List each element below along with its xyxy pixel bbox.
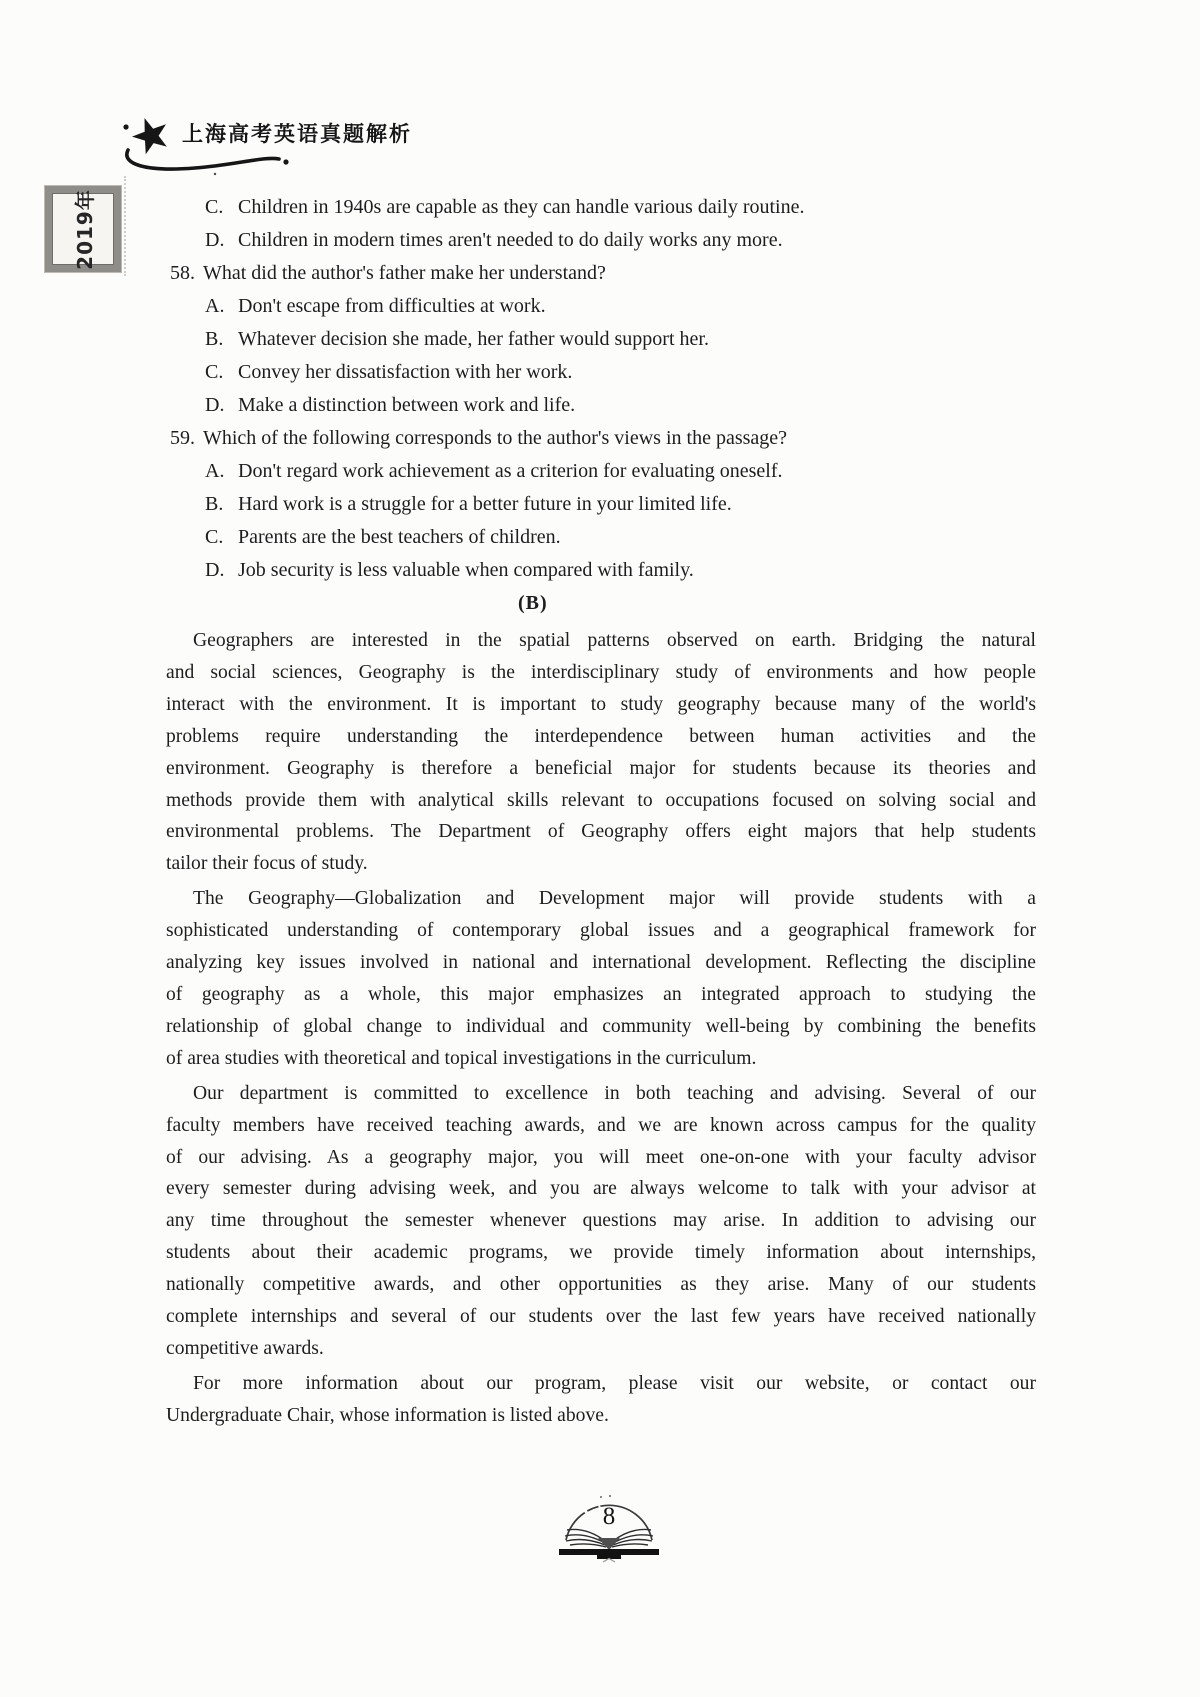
option-text: Children in modern times aren't needed to do daily works any more. [238, 229, 783, 251]
question-list [166, 257, 1036, 587]
paragraph-lines [166, 1368, 1036, 1432]
passage-line: Geographers are interested in the spatial patterns observed on earth. Bridging the natural [193, 630, 1036, 651]
option-letter: D. [205, 229, 225, 251]
answer-option [166, 554, 1036, 587]
passage-line: sophisticated understanding of contemporary global issues and a geographical framework for [166, 920, 1036, 942]
answer-option [166, 290, 1036, 323]
page-number: 8 [602, 1503, 616, 1530]
passage-line: environment. Geography is therefore a beneficial major for students because its theories and [166, 757, 1036, 779]
option-text: Hard work is a struggle for a better future in your limited life. [238, 493, 732, 515]
passage-line: of area studies with theoretical and topical investigations in the curriculum. [166, 1047, 757, 1069]
reading-passage [166, 625, 1036, 1432]
question-stem [166, 422, 1036, 455]
option-text: Parents are the best teachers of children. [238, 526, 561, 548]
passage-line: of our advising. As a geography major, you will meet one-on-one with your faculty advisor [166, 1146, 1036, 1168]
passage-line: problems require understanding the interdependence between human activities and the [166, 725, 1036, 747]
option-text: Whatever decision she made, her father would support her. [238, 328, 709, 350]
question-text: Which of the following corresponds to the author's views in the passage? [203, 427, 788, 449]
option-letter: C. [205, 196, 224, 218]
passage-line: any time throughout the semester whenever questions may arise. In addition to advising our [166, 1210, 1036, 1232]
question [166, 422, 1036, 587]
passage-paragraph [166, 883, 1036, 1074]
question-text: What did the author's father make her understand? [203, 262, 606, 284]
option-letter: D. [205, 559, 225, 581]
answer-option [166, 389, 1036, 422]
question [166, 257, 1036, 422]
option-text: Don't regard work achievement as a criterion for evaluating oneself. [238, 460, 783, 482]
option-letter: B. [205, 328, 224, 350]
option-letter: C. [205, 361, 224, 383]
question-options [166, 290, 1036, 422]
passage-paragraph [166, 1368, 1036, 1432]
passage-line: For more information about our program, please visit our website, or contact our [193, 1372, 1036, 1394]
passage-line: faculty members have received teaching awards, and we are known across campus for the quality [166, 1114, 1036, 1136]
paragraph-lines [166, 1078, 1036, 1365]
question-number: 58. [170, 262, 195, 284]
tab-edge-dotted-line [124, 176, 126, 276]
carryover-options [166, 191, 1036, 257]
passage-line: and social sciences, Geography is the interdisciplinary study of environments and how people [166, 661, 1036, 683]
option-text: Job security is less valuable when compared with family. [238, 559, 694, 581]
answer-option [166, 224, 1036, 257]
option-letter: C. [205, 526, 224, 548]
passage-line: students about their academic programs, we provide timely information about internships, [166, 1242, 1036, 1264]
questions-area [166, 191, 1036, 620]
question-stem [166, 257, 1036, 290]
passage-line: interact with the environment. It is important to study geography because many of the world's [166, 693, 1036, 715]
passage-section-label: (B) [518, 592, 548, 614]
answer-option [166, 521, 1036, 554]
answer-option [166, 455, 1036, 488]
passage-line: complete internships and several of our students over the last few years have received nationally [166, 1306, 1036, 1328]
passage-line: methods provide them with analytical skills relevant to occupations focused on solving social and [166, 789, 1036, 811]
answer-option [166, 191, 1036, 224]
passage-line: nationally competitive awards, and other opportunities as they arise. Many of our students [166, 1274, 1036, 1296]
passage-line: tailor their focus of study. [166, 853, 368, 875]
passage-line: environmental problems. The Department of Geography offers eight majors that help students [166, 821, 1036, 843]
option-letter: A. [205, 295, 225, 317]
question-number: 59. [170, 427, 195, 449]
passage-line: The Geography—Globalization and Development major will provide students with a [193, 888, 1036, 910]
passage-paragraph [166, 1078, 1036, 1365]
passage-line: Undergraduate Chair, whose information is listed above. [166, 1404, 609, 1426]
paragraph-lines [166, 625, 1036, 880]
answer-option [166, 488, 1036, 521]
passage-line: of geography as a whole, this major emphasizes an integrated approach to studying the [166, 983, 1036, 1005]
option-text: Convey her dissatisfaction with her work. [238, 361, 573, 383]
year-tab [45, 186, 121, 272]
option-text: Children in 1940s are capable as they can handle various daily routine. [238, 196, 805, 218]
passage-line: analyzing key issues involved in national and international development. Reflecting the discipline [166, 952, 1036, 974]
passage-line: every semester during advising week, and you are always welcome to talk with your advisor at [166, 1178, 1036, 1200]
option-text: Don't escape from difficulties at work. [238, 295, 546, 317]
page-content [166, 191, 1036, 1432]
option-letter: A. [205, 460, 225, 482]
option-text: Make a distinction between work and life. [238, 394, 576, 416]
year-tab-label: 2019年 [72, 188, 97, 270]
passage-line: relationship of global change to individual and community well-being by combining the benefits [166, 1015, 1036, 1037]
passage-line: competitive awards. [166, 1337, 324, 1359]
option-letter: B. [205, 493, 224, 515]
answer-option [166, 356, 1036, 389]
passage-line: Our department is committed to excellence in both teaching and advising. Several of our [193, 1082, 1036, 1104]
book-title: 上海高考英语真题解析 [182, 122, 412, 146]
option-letter: D. [205, 394, 225, 416]
paragraph-lines [166, 883, 1036, 1074]
passage-paragraph [166, 625, 1036, 880]
page-number-ornament [553, 1492, 665, 1564]
question-options [166, 455, 1036, 587]
answer-option [166, 323, 1036, 356]
